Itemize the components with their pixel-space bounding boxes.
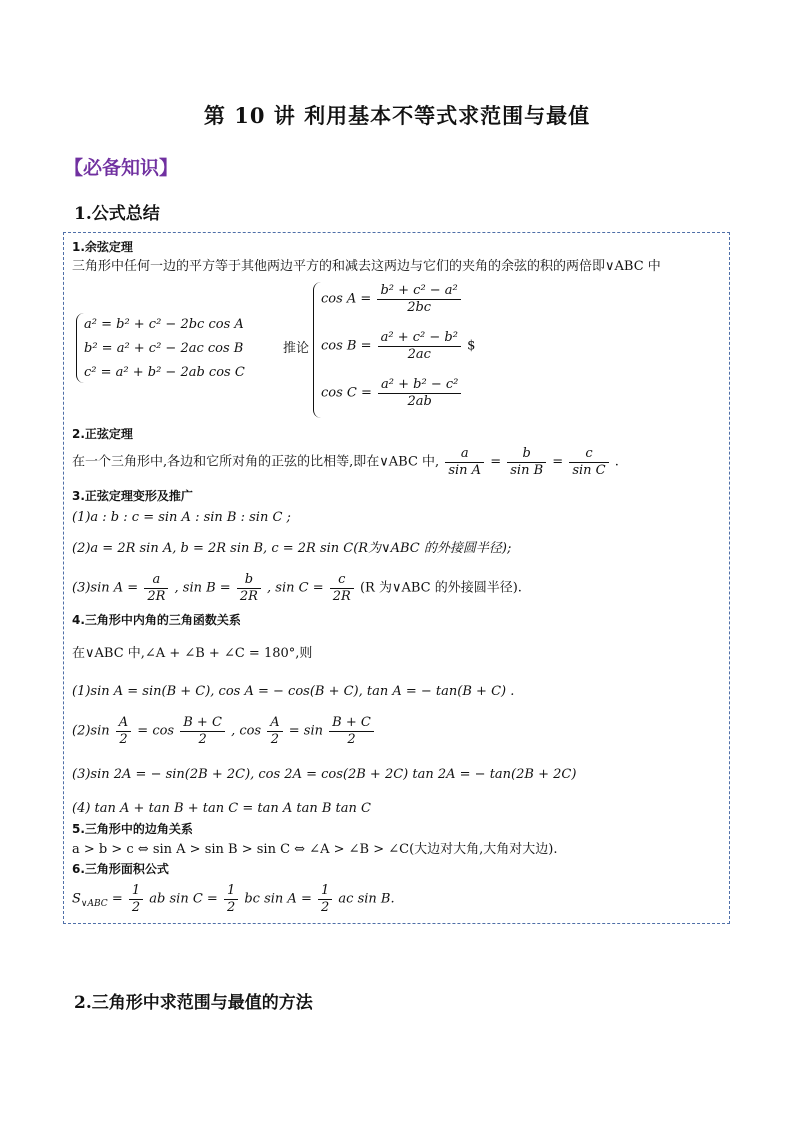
area-formula-label: 6.三角形面积公式 xyxy=(72,862,169,876)
cos-b-formula: cos B = $\frac{\text{a² + c² − b²}}{2ac}$ $ xyxy=(321,330,476,362)
inner-angle-1: (1)sin A = sin(B + C), cos A = − cos(B + C), tan A = − tan(B + C) . xyxy=(72,684,515,699)
inner-angle-2: (2)sin $\frac{A}{2}$ = cos $\frac{B + C}{2}$ , cos $\frac{A}{2}$ = sin $\frac{B + C}{2}$ xyxy=(72,715,376,747)
sine-variant-1: (1)a : b : c = sin A : sin B : sin C ; xyxy=(72,510,291,525)
side-angle-label: 5.三角形中的边角关系 xyxy=(72,822,193,836)
cos-a-formula: cos A = $\frac{\text{b² + c² − a²}}{2bc}$ xyxy=(321,283,463,315)
area-formula: $S_{\vee ABC}$ = $\frac{1}{2}$ ab sin C = $\frac{1}{2}$ bc sin A = $\frac{1}{2}$ ac sin B. xyxy=(72,883,395,915)
inner-angle-3: (3)sin 2A = − sin(2B + 2C), cos 2A = cos(2B + 2C) tan 2A = − tan(2B + 2C) xyxy=(72,767,577,782)
side-angle-text: a > b > c ⇔ sin A > sin B > sin C ⇔ ∠A > ∠B > ∠C(大边对大角,大角对大边). xyxy=(72,842,558,857)
page-title: 第 10 讲 利用基本不等式求范围与最值 xyxy=(203,103,591,128)
inner-angle-4: (4) tan A + tan B + tan C = tan A tan B tan C xyxy=(72,801,371,816)
sine-variant-2: (2)a = 2R sin A, b = 2R sin B, c = 2R sin C(R为∨ABC 的外接圆半径); xyxy=(72,541,512,556)
sine-variant-3: (3)sin A = $\frac{a}{2R}$ , sin B = $\frac{b}{2R}$ , sin C = $\frac{c}{2R}$ (R 为∨ABC 的外接圆半径). xyxy=(72,572,522,604)
cos-c-formula: cos C = $\frac{\text{a² + b² − c²}}{2ab}$ xyxy=(321,377,463,409)
law-of-cosines-label: 1.余弦定理 xyxy=(72,240,133,254)
inner-angle-intro: 在∨ABC 中,∠A + ∠B + ∠C = 180°,则 xyxy=(72,646,313,661)
inference-label: 推论 xyxy=(283,341,310,356)
sine-variants-label: 3.正弦定理变形及推广 xyxy=(72,489,193,503)
heading-range-methods: 2.三角形中求范围与最值的方法 xyxy=(74,993,313,1013)
cosine-eq-a: a² = b² + c² − 2bc cos A xyxy=(84,317,244,332)
law-of-sines-label: 2.正弦定理 xyxy=(72,427,133,441)
inner-angle-label: 4.三角形中内角的三角函数关系 xyxy=(72,613,241,627)
cosine-eq-c: c² = a² + b² − 2ab cos C xyxy=(84,365,245,380)
heading-formula-summary: 1.公式总结 xyxy=(74,204,160,224)
law-of-sines-statement: 在一个三角形中,各边和它所对角的正弦的比相等,即在∨ABC 中, $\frac{a}{\text{sin A}}$ = $\frac{b}{\text{sin B}}$ = $\frac{c}{\text{sin C}}$ . xyxy=(72,446,619,478)
section-tag: 【必备知识】 xyxy=(64,157,179,179)
law-of-cosines-text: 三角形中任何一边的平方等于其他两边平方的和减去这两边与它们的夹角的余弦的积的两倍即∨ABC 中 xyxy=(72,259,661,274)
cosine-eq-b: b² = a² + c² − 2ac cos B xyxy=(84,341,244,356)
